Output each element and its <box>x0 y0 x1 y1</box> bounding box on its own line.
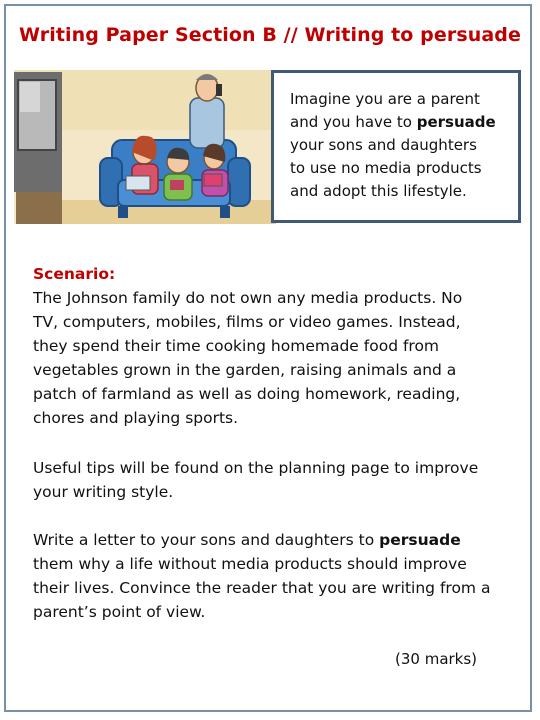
scenario-section <box>33 262 518 430</box>
scenario-line: TV, computers, mobiles, films or video games. Instead, <box>33 313 461 331</box>
girl-figure <box>202 144 228 196</box>
task-keyword-persuade: persuade <box>379 531 461 549</box>
task-section <box>33 528 518 624</box>
scenario-line: The Johnson family do not own any media products. No <box>33 289 463 307</box>
prompt-line: Imagine you are a parent <box>290 90 480 108</box>
illustration-svg <box>14 70 276 224</box>
prompt-box <box>271 70 521 223</box>
tips-line: your writing style. <box>33 483 174 501</box>
scenario-line: chores and playing sports. <box>33 409 239 427</box>
family-on-sofa-illustration <box>14 70 276 224</box>
page-title: Writing Paper Section B // Writing to persuade <box>19 24 521 46</box>
task-line: them why a life without media products should improve <box>33 555 467 573</box>
tips-line: Useful tips will be found on the planning page to improve <box>33 459 479 477</box>
task-line: parent’s point of view. <box>33 603 206 621</box>
prompt-keyword-persuade: persuade <box>416 113 496 131</box>
scenario-line: patch of farmland as well as doing homework, reading, <box>33 385 461 403</box>
task-line <box>33 528 518 552</box>
tips-section <box>33 456 518 504</box>
scenario-line: vegetables grown in the garden, raising animals and a <box>33 361 457 379</box>
prompt-line: to use no media products <box>290 159 482 177</box>
scenario-line: they spend their time cooking homemade food from <box>33 337 440 355</box>
prompt-line: and adopt this lifestyle. <box>290 182 467 200</box>
task-line: their lives. Convince the reader that you are writing from a <box>33 579 491 597</box>
prompt-line: your sons and daughters <box>290 136 477 154</box>
boy-figure <box>164 148 192 200</box>
prompt-line-text: and you have to <box>290 113 417 131</box>
scenario-label: Scenario: <box>33 265 116 283</box>
tv-icon <box>14 72 62 224</box>
task-line-text: Write a letter to your sons and daughters to <box>33 531 380 549</box>
prompt-line <box>290 111 508 134</box>
marks-label: (30 marks) <box>395 650 478 668</box>
